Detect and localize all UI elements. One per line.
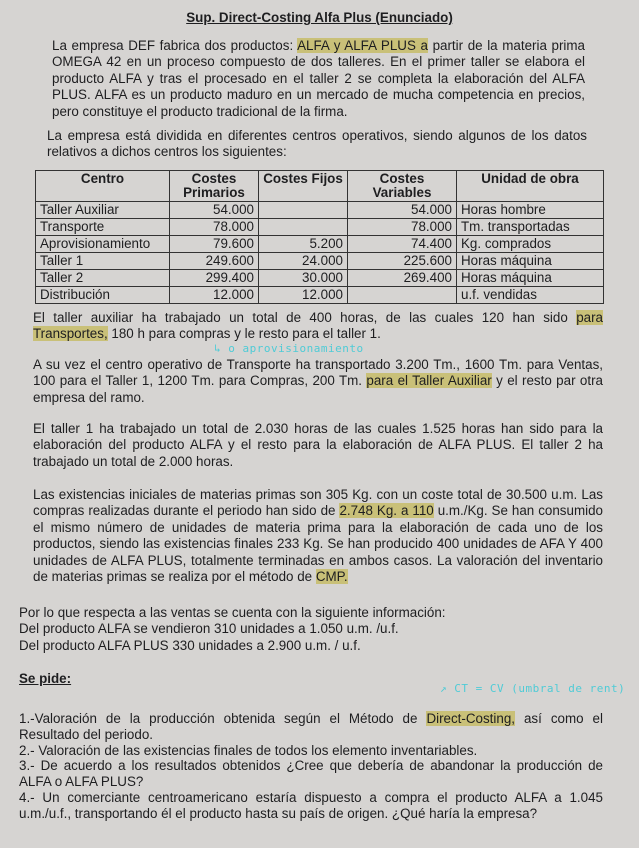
ventas-alfa: Del producto ALFA se vendieron 310 unidades a 1.050 u.m. /u.f.: [19, 621, 399, 637]
centros-table: [35, 170, 604, 304]
text-segment: así como el Resultado del periodo.: [19, 711, 603, 742]
taller-auxiliar-paragraph: [33, 310, 603, 343]
cell-costes-variables: 225.600: [348, 253, 457, 270]
text-segment: u.m./Kg. Se han consumido el mismo número de unidades de materia prima para la elaboración de cada uno de los productos, siendo las existencias finales 233 Kg. Se han producido 400 unidades de AFA Y 400 unidades de ALFA PLUS, totalmente terminadas en ambos casos. La valoración del inventario de materias primas se realiza por el método de: [33, 503, 603, 585]
cell-costes-variables: 78.000: [348, 219, 457, 236]
text-segment: El taller 1 ha trabajado un total de 2.030 horas de las cuales 1.525 horas han sido para la elaboración del producto ALFA y el resto para la elaboración de ALFA PLUS. El taller 2 ha trabajado un total de 2.000 horas.: [33, 421, 603, 469]
cell-costes-primarios: 299.400: [170, 270, 259, 287]
col-unidad-obra: Unidad de obra: [457, 171, 604, 202]
ventas-intro: Por lo que respecta a las ventas se cuenta con la siguiente información:: [19, 605, 446, 620]
table-row: [36, 253, 604, 270]
table-row: [36, 202, 604, 219]
cell-centro: Taller 2: [36, 270, 170, 287]
text-segment: Las existencias iniciales de materias primas son 305 Kg. con un coste total de 30.500 u.m. Las compras realizadas durante el periodo han sido de: [33, 487, 603, 519]
highlighted-text: para: [576, 310, 603, 325]
cell-unidad-obra: Kg. comprados: [457, 236, 604, 253]
cell-costes-primarios: 54.000: [170, 202, 259, 219]
table-row: [36, 270, 604, 287]
cell-costes-variables: 269.400: [348, 270, 457, 287]
cell-unidad-obra: Horas máquina: [457, 253, 604, 270]
highlighted-text: CMP.: [315, 569, 348, 585]
cell-centro: Taller 1: [36, 253, 170, 270]
highlighted-text: Direct-Costing,: [426, 711, 515, 726]
highlighted-text: Transportes,: [33, 326, 108, 342]
se-pide-heading: Se pide:: [19, 671, 72, 686]
text-segment: 2.- Valoración de las existencias finales de todos los elemento inventariables.: [19, 742, 478, 758]
intro-paragraph: [52, 38, 585, 120]
text-segment: A su vez el centro operativo de Transporte ha transportado 3.200 Tm., 1600 Tm. para Ventas, 100 para el Taller 1, 1200 Tm. para Compras, 200 Tm.: [33, 357, 603, 389]
cell-costes-fijos: 12.000: [259, 287, 348, 304]
highlighted-text: 2.748 Kg. a 110: [339, 503, 434, 519]
text-segment: La empresa está dividida en diferentes centros operativos, siendo algunos de los datos relativos a dichos centros los siguientes:: [47, 128, 587, 160]
cell-costes-variables: 54.000: [348, 202, 457, 219]
handwritten-note-aprovisionamiento: ↳ o aprovisionamiento: [214, 342, 364, 355]
cell-unidad-obra: u.f. vendidas: [457, 287, 604, 304]
question-item: [19, 790, 603, 822]
ventas-alfa-plus: Del producto ALFA PLUS 330 unidades a 2.900 u.m. / u.f.: [19, 637, 361, 653]
transporte-paragraph: [33, 357, 603, 406]
col-costes-primarios: Costes Primarios: [170, 171, 259, 202]
cell-costes-fijos: 24.000: [259, 253, 348, 270]
table-row: [36, 287, 604, 304]
cell-centro: Aprovisionamiento: [36, 236, 170, 253]
col-costes-fijos: Costes Fijos: [259, 171, 348, 202]
text-segment: 1.-Valoración de la producción obtenida según el Método de: [19, 711, 427, 726]
text-segment: La empresa DEF fabrica dos productos:: [52, 38, 298, 53]
text-segment: 4.- Un comerciante centroamericano estaría dispuesto a compra el producto ALFA a 1.045 u.m./u.f., transportando él el producto hasta su país de origen. ¿Qué haría la empresa?: [19, 789, 603, 821]
question-item: [19, 758, 603, 790]
question-item: [19, 711, 603, 743]
cell-centro: Transporte: [36, 219, 170, 236]
ventas-block: [19, 605, 609, 654]
text-segment: y el resto par otra empresa del ramo.: [33, 373, 604, 405]
cell-costes-variables: [348, 287, 457, 304]
cell-costes-primarios: 78.000: [170, 219, 259, 236]
cell-unidad-obra: Horas hombre: [457, 202, 604, 219]
text-segment: El taller auxiliar ha trabajado un total de 400 horas, de las cuales 120 han sido: [33, 310, 577, 325]
cell-centro: Taller Auxiliar: [36, 202, 170, 219]
col-centro: Centro: [36, 171, 170, 202]
col-costes-variables: Costes Variables: [348, 171, 457, 202]
cell-costes-fijos: [259, 202, 348, 219]
cell-costes-primarios: 79.600: [170, 236, 259, 253]
cell-centro: Distribución: [36, 287, 170, 304]
table-row: [36, 236, 604, 253]
cell-costes-fijos: [259, 219, 348, 236]
taller1-paragraph: [33, 421, 603, 470]
cell-unidad-obra: Tm. transportadas: [457, 219, 604, 236]
questions-list: [19, 711, 603, 822]
existencias-paragraph: [33, 487, 603, 585]
centros-paragraph: [47, 128, 587, 161]
cell-costes-primarios: 249.600: [170, 253, 259, 270]
cell-costes-variables: 74.400: [348, 236, 457, 253]
question-item: [19, 743, 603, 759]
cell-costes-fijos: 30.000: [259, 270, 348, 287]
document-title: Sup. Direct-Costing Alfa Plus (Enunciado): [186, 10, 453, 25]
cell-costes-primarios: 12.000: [170, 287, 259, 304]
text-segment: 3.- De acuerdo a los resultados obtenidos ¿Cree que debería de abandonar la producción de ALFA o ALFA PLUS?: [19, 758, 603, 790]
table-header-row: [36, 171, 604, 202]
text-segment: 180 h para compras y le resto para el taller 1.: [107, 326, 381, 342]
highlighted-text: ALFA y ALFA PLUS a: [297, 38, 428, 53]
handwritten-note-umbral: ↗ CT = CV (umbral de rent): [440, 682, 626, 695]
cell-unidad-obra: Horas máquina: [457, 270, 604, 287]
cell-costes-fijos: 5.200: [259, 236, 348, 253]
highlighted-text: para el Taller Auxiliar: [366, 373, 492, 389]
text-segment: partir de la materia prima OMEGA 42 en un proceso compuesto de dos talleres. En el primer taller se elabora el producto ALFA y tras el procesado en el taller 2 se completa la elaboración del ALFA PLUS. ALFA es un producto maduro en un mercado de mucha competencia en precios, pero constituye el producto tradicional de la firma.: [52, 38, 586, 119]
table-row: [36, 219, 604, 236]
